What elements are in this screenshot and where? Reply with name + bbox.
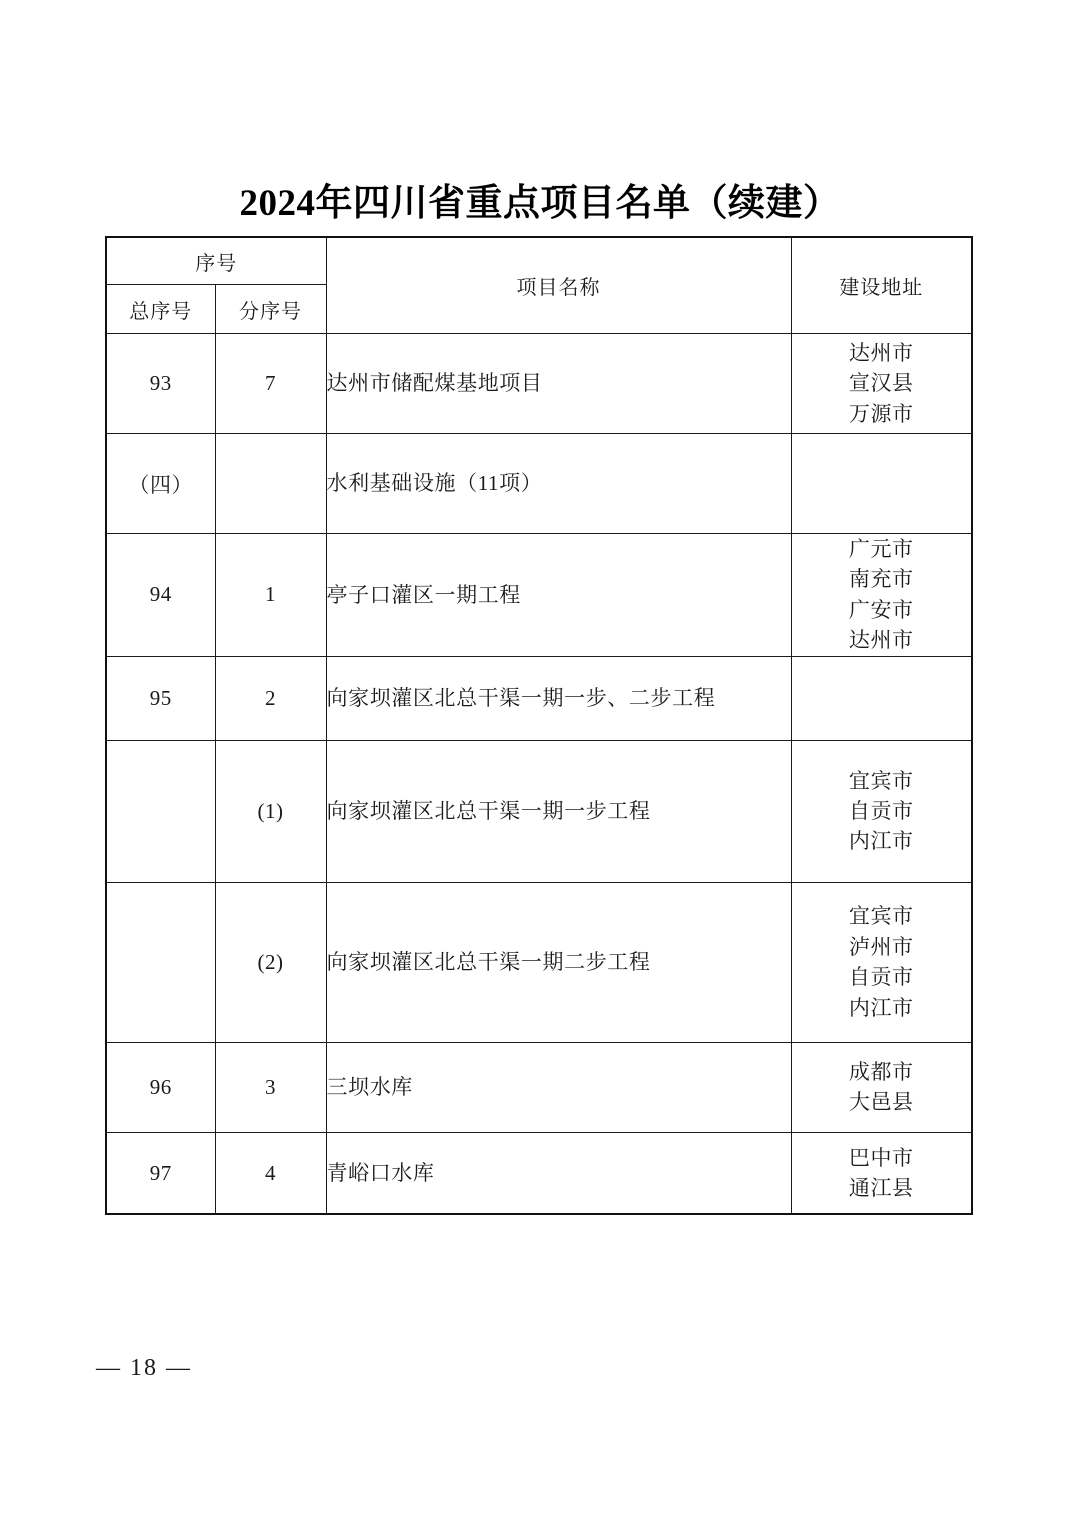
table-row (106, 740, 972, 882)
address-line: 广安市 (848, 597, 914, 622)
project-list-table (105, 236, 973, 1215)
page-title: 2024年四川省重点项目名单（续建） (239, 183, 841, 224)
cell-total-seq: 93 (106, 334, 215, 434)
column-header-seq-group: 序号 (106, 237, 326, 285)
cell-project-name: 水利基础设施（11项） (326, 434, 791, 534)
cell-build-address (791, 334, 972, 434)
address-line: 万源市 (848, 401, 914, 426)
table-row (106, 1132, 972, 1214)
address-line: 宜宾市 (848, 904, 914, 929)
address-line: 内江市 (848, 995, 914, 1020)
address-line: 通江县 (848, 1176, 914, 1200)
address-line: 达州市 (848, 340, 914, 365)
address-line: 内江市 (848, 829, 914, 854)
address-line: 宜宾市 (848, 768, 914, 793)
column-header-build-address: 建设地址 (791, 237, 972, 334)
table-row (106, 434, 972, 534)
cell-build-address (791, 434, 972, 534)
table-row (106, 534, 972, 657)
project-list-table-container (105, 236, 971, 1215)
address-line: 达州市 (848, 628, 914, 653)
cell-project-name: 向家坝灌区北总干渠一期一步工程 (326, 740, 791, 882)
cell-total-seq: 94 (106, 534, 215, 657)
address-line: 南充市 (848, 567, 914, 592)
cell-total-seq: 96 (106, 1042, 215, 1132)
cell-build-address (791, 656, 972, 740)
cell-sub-seq: 4 (215, 1132, 326, 1214)
column-header-sub-seq: 分序号 (215, 285, 326, 334)
table-row (106, 656, 972, 740)
cell-project-name: 向家坝灌区北总干渠一期一步、二步工程 (326, 656, 791, 740)
table-body (106, 334, 972, 1215)
cell-sub-seq: (2) (215, 882, 326, 1042)
cell-sub-seq: (1) (215, 740, 326, 882)
column-header-project-name: 项目名称 (326, 237, 791, 334)
cell-total-seq: 95 (106, 656, 215, 740)
cell-project-name: 达州市储配煤基地项目 (326, 334, 791, 434)
table-row (106, 334, 972, 434)
cell-build-address (791, 882, 972, 1042)
cell-build-address (791, 1042, 972, 1132)
cell-sub-seq: 3 (215, 1042, 326, 1132)
cell-sub-seq (215, 434, 326, 534)
cell-build-address (791, 1132, 972, 1214)
cell-project-name: 三坝水库 (326, 1042, 791, 1132)
cell-sub-seq: 1 (215, 534, 326, 657)
address-line: 自贡市 (848, 965, 914, 990)
address-line: 大邑县 (848, 1090, 914, 1115)
cell-sub-seq: 2 (215, 656, 326, 740)
address-line: 成都市 (848, 1059, 914, 1084)
cell-project-name: 青峪口水库 (326, 1132, 791, 1214)
cell-project-name: 亭子口灌区一期工程 (326, 534, 791, 657)
table-header (106, 237, 972, 334)
address-line: 宣汉县 (848, 371, 914, 396)
page-number-footer: — 18 — (96, 1355, 192, 1381)
column-header-total-seq: 总序号 (106, 285, 215, 334)
table-header-row-top (106, 237, 972, 285)
cell-total-seq (106, 740, 215, 882)
cell-build-address (791, 740, 972, 882)
table-row (106, 882, 972, 1042)
table-row (106, 1042, 972, 1132)
cell-build-address (791, 534, 972, 657)
cell-total-seq: （四） (106, 434, 215, 534)
cell-total-seq: 97 (106, 1132, 215, 1214)
cell-total-seq (106, 882, 215, 1042)
address-line: 广元市 (848, 537, 914, 561)
address-line: 巴中市 (848, 1145, 914, 1170)
address-line: 泸州市 (848, 934, 914, 959)
cell-project-name: 向家坝灌区北总干渠一期二步工程 (326, 882, 791, 1042)
cell-sub-seq: 7 (215, 334, 326, 434)
address-line: 自贡市 (848, 799, 914, 824)
